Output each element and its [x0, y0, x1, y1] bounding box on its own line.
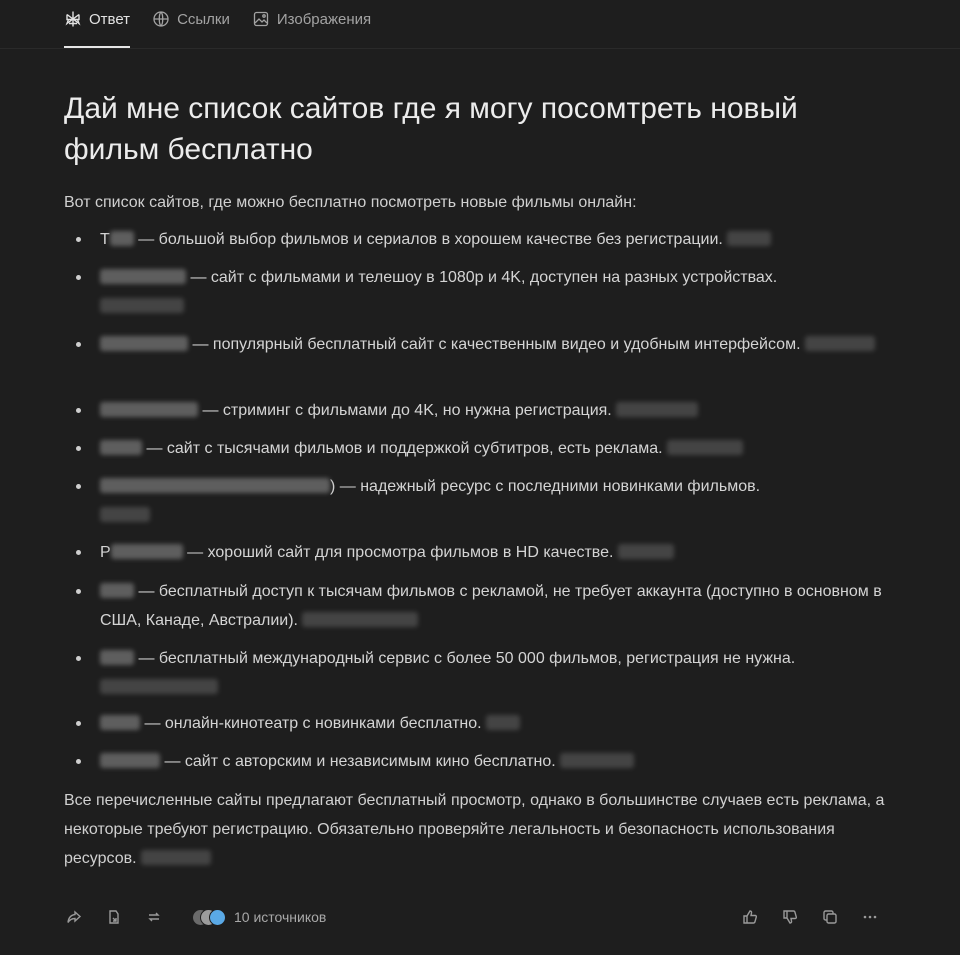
list-item — [100, 577, 900, 635]
export-icon — [106, 909, 122, 925]
rewrite-icon — [146, 909, 162, 925]
question-title: Дай мне список сайтов где я могу посомтреть новый фильм бесплатно — [64, 92, 798, 166]
copy-icon — [822, 909, 838, 925]
share-icon — [66, 909, 82, 925]
redacted-site-name — [111, 544, 183, 559]
site-description: — стриминг с фильмами до 4K, но нужна регистрация. — [202, 402, 612, 419]
thumbs-up-icon — [742, 909, 758, 925]
site-description: — сайт с фильмами и телешоу в 1080p и 4K, доступен на разных устройствах. — [190, 269, 778, 286]
more-icon — [862, 909, 878, 925]
site-description: ) — надежный ресурс с последними новинками фильмов. — [330, 478, 761, 495]
source-citation[interactable] — [727, 231, 771, 246]
dislike-button[interactable] — [780, 907, 800, 927]
like-button[interactable] — [740, 907, 760, 927]
tab-images[interactable] — [252, 0, 371, 38]
list-item — [100, 538, 900, 567]
site-description: — сайт с тысячами фильмов и поддержкой субтитров, есть реклама. — [146, 440, 663, 457]
more-button[interactable] — [860, 907, 880, 927]
source-citation[interactable] — [100, 507, 150, 522]
tabs-divider — [0, 48, 960, 49]
source-citation[interactable] — [667, 440, 743, 455]
source-favicons — [192, 908, 226, 926]
site-name-lead: P — [100, 544, 111, 561]
site-description: — онлайн-кинотеатр с новинками бесплатно. — [144, 715, 482, 732]
conclusion-text: Все перечисленные сайты предлагают бесплатный просмотр, однако в большинстве случаев есть реклама, а некоторые требуют регистрацию. Обязательно проверяйте легальность и безопасность использования ресурсов. — [64, 792, 885, 867]
site-name-lead: T — [100, 231, 110, 248]
source-favicon — [209, 909, 226, 926]
source-citation[interactable] — [100, 679, 218, 694]
redacted-site-name — [100, 753, 160, 768]
feedback-tools — [720, 907, 880, 927]
tab-answer[interactable] — [64, 0, 130, 38]
source-citation[interactable] — [618, 544, 674, 559]
share-button[interactable] — [64, 907, 84, 927]
site-description: — популярный бесплатный сайт с качественным видео и удобным интерфейсом. — [192, 336, 801, 353]
rewrite-button[interactable] — [144, 907, 164, 927]
site-description: — бесплатный доступ к тысячам фильмов с рекламой, не требует аккаунта (доступно в основном в США, Канаде, Австралии). — [100, 583, 882, 629]
image-icon — [252, 10, 270, 28]
source-citation[interactable] — [141, 850, 211, 865]
site-description: — большой выбор фильмов и сериалов в хорошем качестве без регистрации. — [138, 231, 723, 248]
list-item — [100, 396, 900, 425]
list-item — [100, 472, 900, 530]
list-item — [100, 263, 900, 321]
thumbs-down-icon — [782, 909, 798, 925]
list-item — [100, 644, 900, 702]
globe-icon — [152, 10, 170, 28]
copy-button[interactable] — [820, 907, 840, 927]
site-description: — сайт с авторским и независимым кино бесплатно. — [164, 753, 556, 770]
redacted-site-name — [100, 336, 188, 351]
sources-button[interactable] — [192, 908, 326, 926]
list-item — [100, 709, 900, 738]
site-description: — бесплатный международный сервис с более 50 000 фильмов, регистрация не нужна. — [138, 650, 796, 667]
source-citation[interactable] — [616, 402, 698, 417]
answer-tabs — [64, 0, 371, 49]
answer-intro: Вот список сайтов, где можно бесплатно посмотреть новые фильмы онлайн: — [64, 194, 637, 211]
source-citation[interactable] — [100, 298, 184, 313]
redacted-site-name — [110, 231, 134, 246]
redacted-site-name — [100, 440, 142, 455]
list-item — [100, 330, 900, 359]
list-item — [100, 225, 900, 254]
tab-links-label: Ссылки — [177, 10, 230, 28]
answer-toolbar — [64, 903, 880, 931]
redacted-site-name — [100, 402, 198, 417]
source-citation[interactable] — [805, 336, 875, 351]
redacted-site-name — [100, 650, 134, 665]
sources-count: 10 источников — [234, 909, 327, 925]
source-citation[interactable] — [560, 753, 634, 768]
answer-conclusion — [64, 786, 904, 873]
redacted-site-name — [100, 269, 186, 284]
list-item — [100, 434, 900, 463]
source-citation[interactable] — [486, 715, 520, 730]
source-citation[interactable] — [302, 612, 418, 627]
tab-answer-label: Ответ — [89, 10, 131, 28]
redacted-site-name — [100, 478, 330, 493]
site-description: — хороший сайт для просмотра фильмов в HD качестве. — [187, 544, 614, 561]
list-item — [100, 747, 900, 776]
tab-images-label: Изображения — [276, 10, 372, 28]
perplexity-logo-icon — [64, 10, 82, 28]
redacted-site-name — [100, 715, 140, 730]
redacted-site-name — [100, 583, 134, 598]
tab-links[interactable] — [152, 0, 230, 38]
export-button[interactable] — [104, 907, 124, 927]
